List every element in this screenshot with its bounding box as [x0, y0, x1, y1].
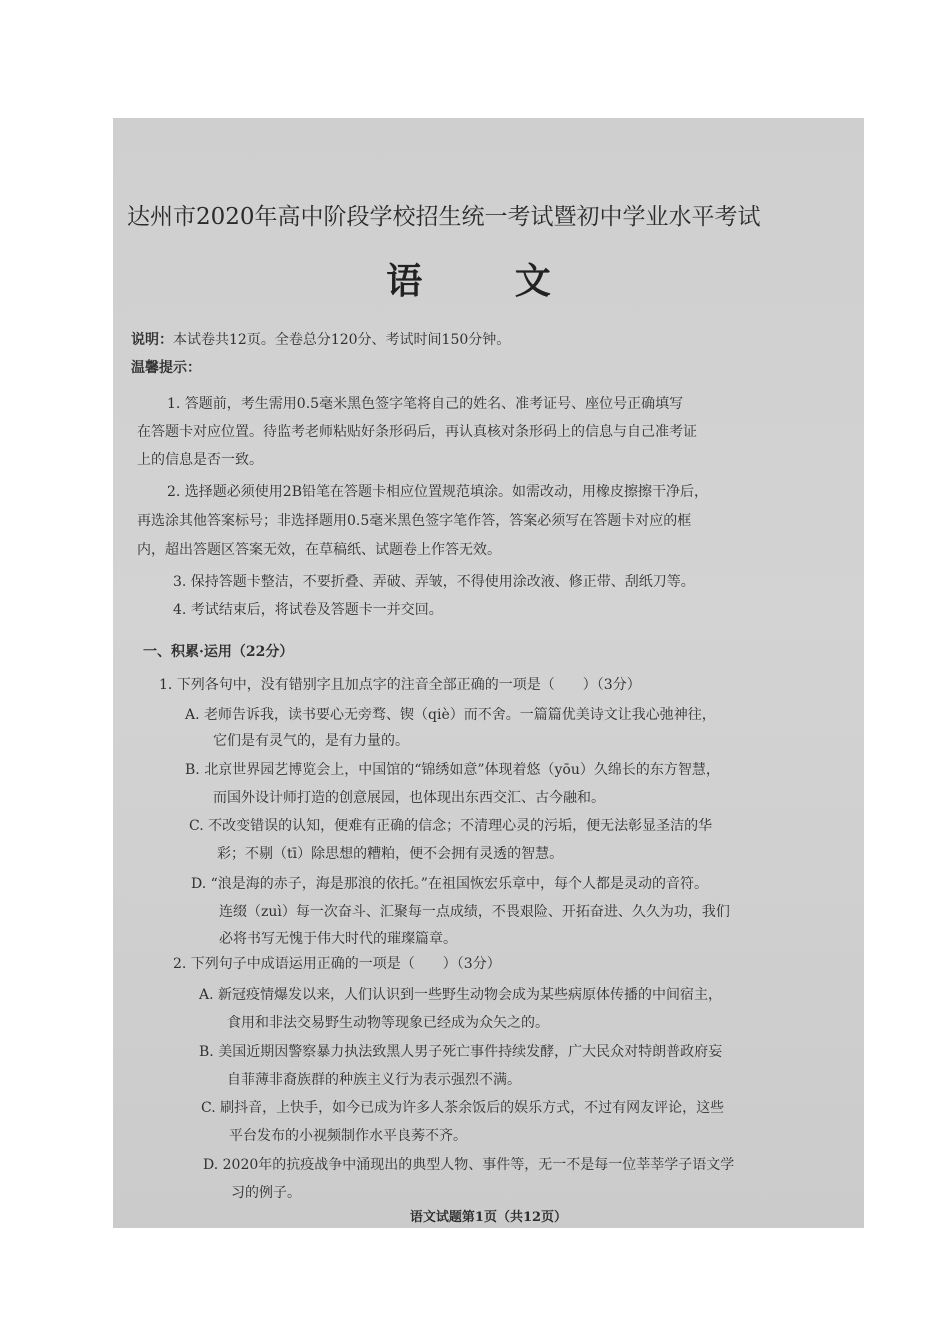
question-1-stem: 1. 下列各句中，没有错别字且加点字的注音全部正确的一项是（ ）（3分）: [159, 677, 641, 693]
q2-option-line: D. 2020年的抗疫战争中涌现出的典型人物、事件等，无一不是每一位莘莘学子语文学: [203, 1157, 735, 1173]
exam-page-photo: [113, 118, 864, 1228]
tip-line: 4. 考试结束后，将试卷及答题卡一并交回。: [173, 602, 443, 618]
q1-option-line: 它们是有灵气的，是有力量的。: [213, 733, 409, 749]
tip-line: 内，超出答题区答案无效，在草稿纸、试题卷上作答无效。: [137, 542, 501, 558]
tip-line: 再选涂其他答案标号；非选择题用0.5毫米黑色签字笔作答，答案必须写在答题卡对应的框: [137, 513, 692, 529]
q1-option-line: B. 北京世界园艺博览会上，中国馆的“锦绣如意”体现着悠（yōu）久绵长的东方智慧，: [185, 762, 720, 778]
note-text: 本试卷共12页。全卷总分120分、考试时间150分钟。: [173, 332, 511, 348]
q1-option-line: A. 老师告诉我，读书要心无旁骛、锲（qiè）而不舍。一篇篇优美诗文让我心弛神往，: [185, 707, 716, 723]
exam-title: 达州市2020年高中阶段学校招生统一考试暨初中学业水平考试: [127, 204, 761, 230]
q2-option-line: 习的例子。: [231, 1185, 301, 1201]
q2-option-line: 自菲薄非裔族群的种族主义行为表示强烈不满。: [227, 1072, 521, 1088]
tip-line: 在答题卡对应位置。待监考老师粘贴好条形码后，再认真核对条形码上的信息与自己准考证: [137, 424, 697, 440]
q1-option-line: C. 不改变错误的认知，便难有正确的信念；不清理心灵的污垢，便无法彰显圣洁的华: [189, 818, 713, 834]
q2-option-line: B. 美国近期因警察暴力执法致黑人男子死亡事件持续发酵，广大民众对特朗普政府妄: [199, 1044, 723, 1060]
question-2-stem: 2. 下列句子中成语运用正确的一项是（ ）（3分）: [173, 956, 501, 972]
q2-option-line: A. 新冠疫情爆发以来，人们认识到一些野生动物会成为某些病原体传播的中间宿主，: [199, 987, 723, 1003]
subject-title: 语 文: [386, 260, 591, 302]
q2-option-line: C. 刷抖音，上快手，如今已成为许多人茶余饭后的娱乐方式，不过有网友评论，这些: [201, 1100, 725, 1116]
note-label: 说明：: [131, 332, 173, 348]
q1-option-line: 连缀（zuì）每一次奋斗、汇聚每一点成绩，不畏艰险、开拓奋进、久久为功，我们: [219, 904, 730, 920]
exam-page: [113, 118, 864, 1228]
tip-line: 1. 答题前，考生需用0.5毫米黑色签字笔将自己的姓名、准考证号、座位号正确填写: [167, 396, 684, 412]
tips-label: 温馨提示：: [131, 360, 201, 376]
page-footer: 语文试题第1页（共12页）: [409, 1210, 568, 1225]
tip-line: 上的信息是否一致。: [137, 452, 263, 468]
q1-option-line: D. “浪是海的赤子，海是那浪的依托。”在祖国恢宏乐章中，每个人都是灵动的音符。: [191, 876, 708, 892]
note-line: [131, 329, 510, 349]
section-heading: 一、积累·运用（22分）: [143, 644, 294, 660]
q1-option-line: 必将书写无愧于伟大时代的璀璨篇章。: [219, 931, 457, 947]
q2-option-line: 食用和非法交易野生动物等现象已经成为众矢之的。: [227, 1015, 549, 1031]
q1-option-line: 彩；不剔（tī）除思想的糟粕，便不会拥有灵透的智慧。: [217, 846, 564, 862]
q1-option-line: 而国外设计师打造的创意展园，也体现出东西交汇、古今融和。: [213, 790, 605, 806]
tip-line: 3. 保持答题卡整洁，不要折叠、弄破、弄皱，不得使用涂改液、修正带、刮纸刀等。: [173, 574, 695, 590]
q2-option-line: 平台发布的小视频制作水平良莠不齐。: [229, 1128, 467, 1144]
tip-line: 2. 选择题必须使用2B铅笔在答题卡相应位置规范填涂。如需改动，用橡皮擦擦干净后，: [167, 484, 709, 500]
